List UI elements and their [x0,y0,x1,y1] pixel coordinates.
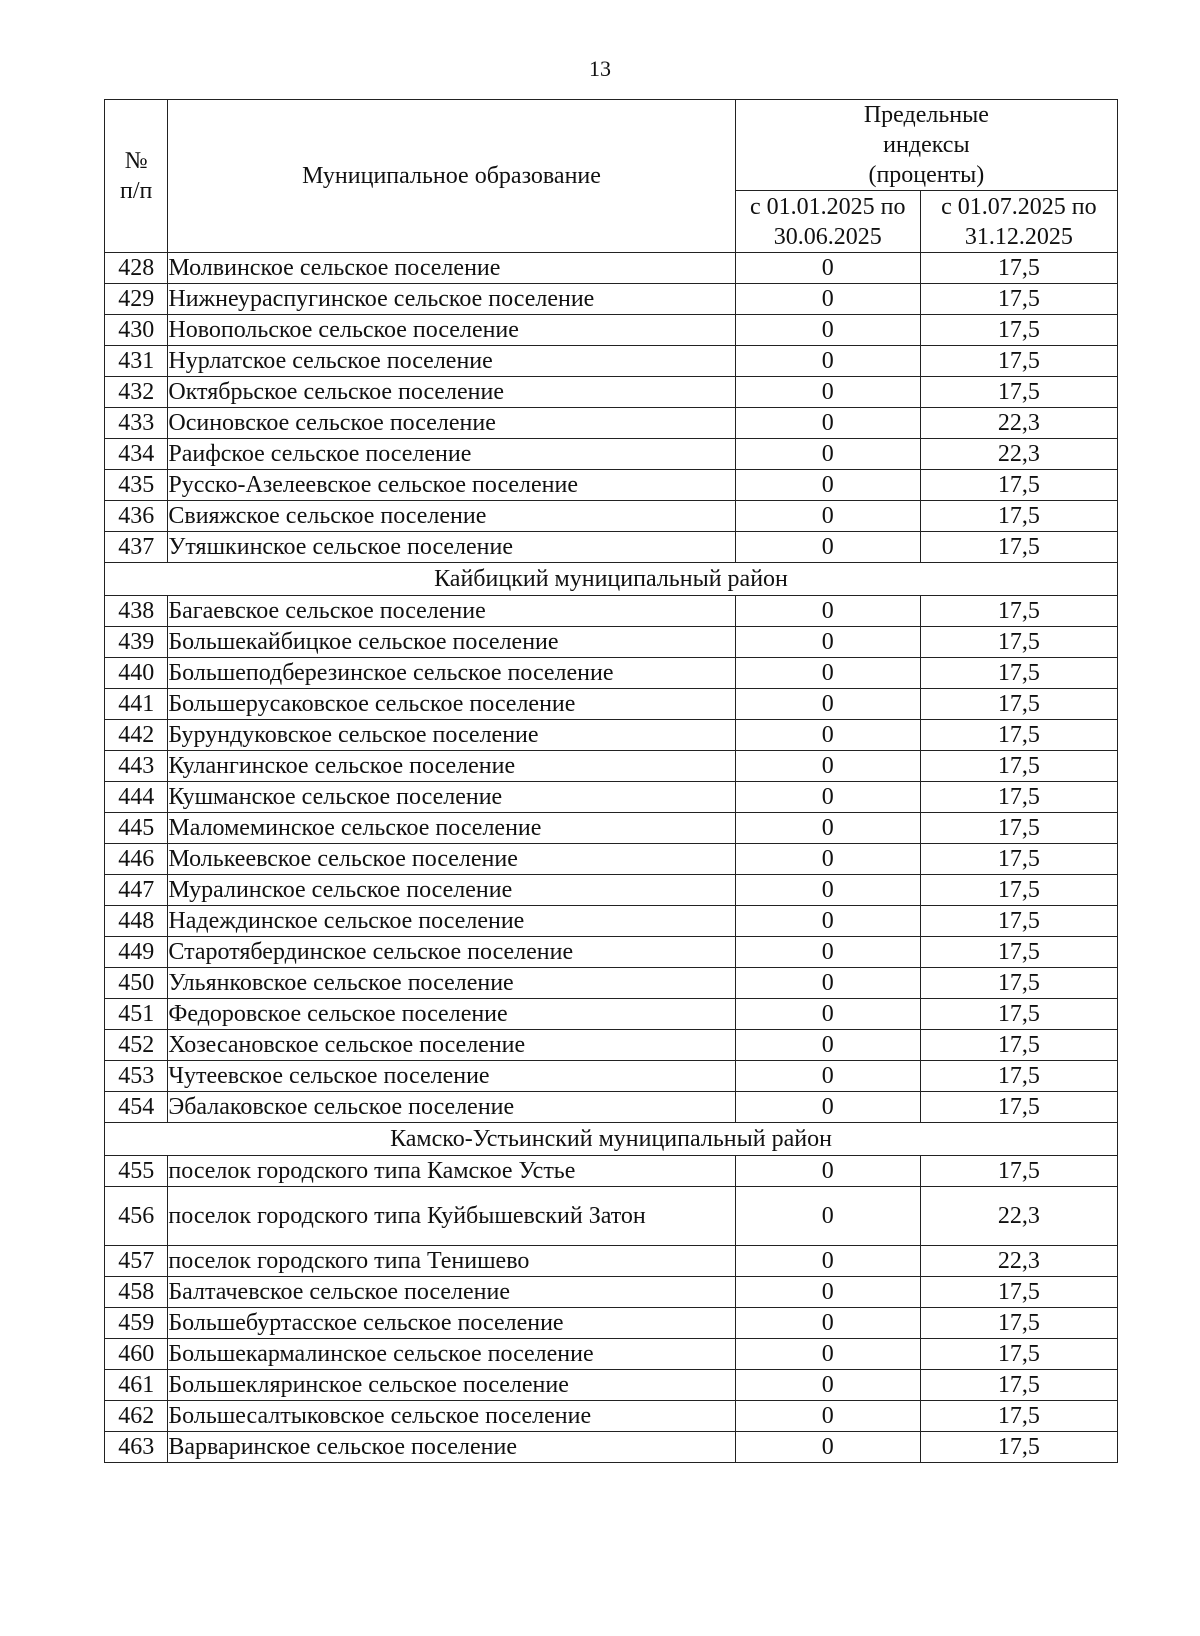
index-period-1: 0 [735,439,920,470]
row-number: 449 [105,937,168,968]
row-number: 457 [105,1246,168,1277]
row-number: 445 [105,813,168,844]
district-row [105,563,1118,596]
index-period-2: 17,5 [920,1156,1117,1187]
index-period-2: 17,5 [920,844,1117,875]
index-period-1: 0 [735,532,920,563]
table-row [105,470,1118,501]
index-period-2: 17,5 [920,658,1117,689]
index-period-1: 0 [735,253,920,284]
row-number: 434 [105,439,168,470]
row-number: 442 [105,720,168,751]
municipality-name: Большерусаковское сельское поселение [168,689,735,720]
index-period-1: 0 [735,1401,920,1432]
index-period-2: 17,5 [920,968,1117,999]
row-number: 455 [105,1156,168,1187]
row-number: 450 [105,968,168,999]
municipality-name: Большекармалинское сельское поселение [168,1339,735,1370]
index-period-1: 0 [735,315,920,346]
row-number: 431 [105,346,168,377]
row-number: 438 [105,596,168,627]
table-row [105,1156,1118,1187]
municipality-name: Эбалаковское сельское поселение [168,1092,735,1123]
index-period-2: 17,5 [920,689,1117,720]
table-header [105,100,1118,253]
indices-table [104,99,1118,1463]
municipality-name: Варваринское сельское поселение [168,1432,735,1463]
index-period-1: 0 [735,470,920,501]
index-period-2: 17,5 [920,1030,1117,1061]
table-row [105,532,1118,563]
row-number: 429 [105,284,168,315]
page-number: 13 [589,56,611,81]
index-period-1: 0 [735,689,920,720]
row-number: 437 [105,532,168,563]
table-body [105,253,1118,1463]
index-period-2: 17,5 [920,1339,1117,1370]
table-row [105,658,1118,689]
table-row [105,377,1118,408]
table-row [105,875,1118,906]
header-period-2: с 01.07.2025 по 31.12.2025 [920,191,1117,253]
index-period-1: 0 [735,501,920,532]
district-name: Камско-Устьинский муниципальный район [105,1123,1118,1156]
index-period-2: 17,5 [920,937,1117,968]
index-period-2: 17,5 [920,1401,1117,1432]
row-number: 444 [105,782,168,813]
index-period-1: 0 [735,906,920,937]
index-period-2: 17,5 [920,751,1117,782]
row-number: 439 [105,627,168,658]
index-period-2: 17,5 [920,906,1117,937]
row-number: 443 [105,751,168,782]
index-period-1: 0 [735,346,920,377]
municipality-name: Хозесановское сельское поселение [168,1030,735,1061]
index-period-2: 17,5 [920,1308,1117,1339]
municipality-name: Октябрьское сельское поселение [168,377,735,408]
row-number: 430 [105,315,168,346]
municipality-name: Раифское сельское поселение [168,439,735,470]
index-period-1: 0 [735,284,920,315]
table-row [105,501,1118,532]
index-period-2: 17,5 [920,596,1117,627]
table-row [105,627,1118,658]
table-row [105,1092,1118,1123]
table-row [105,408,1118,439]
municipality-name: Бурундуковское сельское поселение [168,720,735,751]
table-row [105,782,1118,813]
index-period-1: 0 [735,844,920,875]
index-period-2: 17,5 [920,346,1117,377]
municipality-name: поселок городского типа Тенишево [168,1246,735,1277]
table-row [105,1277,1118,1308]
index-period-2: 17,5 [920,627,1117,658]
municipality-name: поселок городского типа Камское Устье [168,1156,735,1187]
municipality-name: Большекляринское сельское поселение [168,1370,735,1401]
index-period-2: 17,5 [920,315,1117,346]
municipality-name: Нурлатское сельское поселение [168,346,735,377]
row-number: 459 [105,1308,168,1339]
table-row [105,596,1118,627]
municipality-name: Старотябердинское сельское поселение [168,937,735,968]
index-period-1: 0 [735,377,920,408]
municipality-name: Муралинское сельское поселение [168,875,735,906]
index-period-1: 0 [735,408,920,439]
table-row [105,1246,1118,1277]
municipality-name: Большесалтыковское сельское поселение [168,1401,735,1432]
row-number: 456 [105,1187,168,1246]
index-period-2: 17,5 [920,999,1117,1030]
table-row [105,1187,1118,1246]
table-row [105,1308,1118,1339]
municipality-name: Кушманское сельское поселение [168,782,735,813]
row-number: 463 [105,1432,168,1463]
index-period-2: 17,5 [920,720,1117,751]
municipality-name: Нижнеураспугинское сельское поселение [168,284,735,315]
header-period-1: с 01.01.2025 по 30.06.2025 [735,191,920,253]
index-period-2: 17,5 [920,501,1117,532]
table-row [105,968,1118,999]
table-row [105,1030,1118,1061]
table-row [105,1401,1118,1432]
index-period-1: 0 [735,1246,920,1277]
header-num: № п/п [105,100,168,253]
index-period-1: 0 [735,937,920,968]
index-period-1: 0 [735,1187,920,1246]
header-index-group: Предельные индексы (проценты) [735,100,1117,191]
index-period-2: 22,3 [920,439,1117,470]
row-number: 441 [105,689,168,720]
index-period-1: 0 [735,1156,920,1187]
index-period-1: 0 [735,999,920,1030]
index-period-1: 0 [735,1030,920,1061]
municipality-name: Кулангинское сельское поселение [168,751,735,782]
municipality-name: Федоровское сельское поселение [168,999,735,1030]
table-row [105,1432,1118,1463]
index-period-2: 17,5 [920,782,1117,813]
row-number: 440 [105,658,168,689]
index-period-1: 0 [735,720,920,751]
row-number: 432 [105,377,168,408]
row-number: 446 [105,844,168,875]
index-period-2: 17,5 [920,1370,1117,1401]
index-period-1: 0 [735,813,920,844]
table-row [105,751,1118,782]
index-period-1: 0 [735,782,920,813]
row-number: 462 [105,1401,168,1432]
municipality-name: Осиновское сельское поселение [168,408,735,439]
municipality-name: поселок городского типа Куйбышевский Затон [168,1187,735,1246]
municipality-name: Утяшкинское сельское поселение [168,532,735,563]
index-period-2: 17,5 [920,470,1117,501]
row-number: 436 [105,501,168,532]
index-period-1: 0 [735,1061,920,1092]
index-period-1: 0 [735,1432,920,1463]
index-period-2: 22,3 [920,1187,1117,1246]
row-number: 458 [105,1277,168,1308]
row-number: 452 [105,1030,168,1061]
index-period-2: 22,3 [920,408,1117,439]
municipality-name: Чутеевское сельское поселение [168,1061,735,1092]
index-period-1: 0 [735,1277,920,1308]
municipality-name: Маломеминское сельское поселение [168,813,735,844]
row-number: 461 [105,1370,168,1401]
index-period-2: 17,5 [920,253,1117,284]
index-period-2: 17,5 [920,1061,1117,1092]
index-period-1: 0 [735,968,920,999]
index-period-1: 0 [735,1370,920,1401]
municipality-name: Свияжское сельское поселение [168,501,735,532]
index-period-1: 0 [735,1092,920,1123]
index-period-2: 22,3 [920,1246,1117,1277]
index-period-1: 0 [735,658,920,689]
index-period-2: 17,5 [920,377,1117,408]
table-row [105,844,1118,875]
municipality-name: Надеждинское сельское поселение [168,906,735,937]
municipality-name: Молькеевское сельское поселение [168,844,735,875]
row-number: 428 [105,253,168,284]
index-period-1: 0 [735,751,920,782]
municipality-name: Русско-Азелеевское сельское поселение [168,470,735,501]
table-row [105,346,1118,377]
index-period-2: 17,5 [920,813,1117,844]
table-row [105,1370,1118,1401]
district-row [105,1123,1118,1156]
table-row [105,906,1118,937]
index-period-1: 0 [735,1339,920,1370]
municipality-name: Ульянковское сельское поселение [168,968,735,999]
index-period-1: 0 [735,627,920,658]
row-number: 433 [105,408,168,439]
table-row [105,689,1118,720]
district-name: Кайбицкий муниципальный район [105,563,1118,596]
municipality-name: Большеподберезинское сельское поселение [168,658,735,689]
table-row [105,813,1118,844]
municipality-name: Новопольское сельское поселение [168,315,735,346]
row-number: 451 [105,999,168,1030]
row-number: 448 [105,906,168,937]
table-row [105,1061,1118,1092]
municipality-name: Молвинское сельское поселение [168,253,735,284]
row-number: 447 [105,875,168,906]
row-number: 453 [105,1061,168,1092]
row-number: 454 [105,1092,168,1123]
municipality-name: Багаевское сельское поселение [168,596,735,627]
table-row [105,253,1118,284]
table-row [105,1339,1118,1370]
table-row [105,720,1118,751]
index-period-2: 17,5 [920,1432,1117,1463]
table-row [105,999,1118,1030]
row-number: 460 [105,1339,168,1370]
index-period-1: 0 [735,875,920,906]
table-row [105,315,1118,346]
index-period-1: 0 [735,1308,920,1339]
row-number: 435 [105,470,168,501]
header-municipality: Муниципальное образование [168,100,735,253]
municipality-name: Большебуртасское сельское поселение [168,1308,735,1339]
table-row [105,937,1118,968]
index-period-2: 17,5 [920,1277,1117,1308]
index-period-2: 17,5 [920,284,1117,315]
index-period-2: 17,5 [920,532,1117,563]
index-period-1: 0 [735,596,920,627]
municipality-name: Большекайбицкое сельское поселение [168,627,735,658]
table-row [105,439,1118,470]
municipality-name: Балтачевское сельское поселение [168,1277,735,1308]
index-period-2: 17,5 [920,1092,1117,1123]
index-period-2: 17,5 [920,875,1117,906]
table-row [105,284,1118,315]
